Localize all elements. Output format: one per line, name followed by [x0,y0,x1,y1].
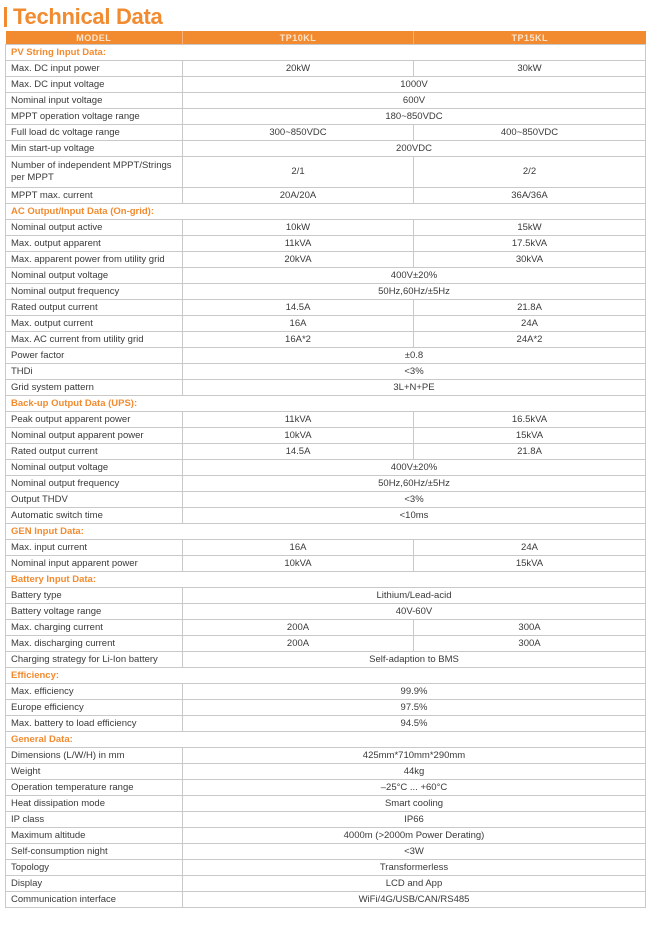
row-label: Max. efficiency [6,684,183,700]
row-value-tp15kl: 15kW [414,220,646,236]
table-row [6,860,646,876]
row-label: Max. input current [6,540,183,556]
table-row [6,236,646,252]
row-label: Max. battery to load efficiency [6,716,183,732]
row-label: Communication interface [6,892,183,908]
table-row [6,492,646,508]
row-value-tp10kl: 2/1 [183,157,414,188]
row-value-shared: 3L+N+PE [183,380,646,396]
table-row [6,316,646,332]
section-title: GEN Input Data: [6,524,646,540]
row-label: Nominal output apparent power [6,428,183,444]
row-value-tp15kl: 400~850VDC [414,125,646,141]
section-header-row [6,572,646,588]
table-row [6,652,646,668]
row-label: Weight [6,764,183,780]
section-header-row [6,204,646,220]
table-row [6,812,646,828]
table-row [6,141,646,157]
row-label: Max. discharging current [6,636,183,652]
row-value-shared: <3W [183,844,646,860]
section-header-row [6,668,646,684]
row-label: Display [6,876,183,892]
row-label: Charging strategy for Li-Ion battery [6,652,183,668]
row-value-shared: WiFi/4G/USB/CAN/RS485 [183,892,646,908]
title-accent-bar [4,7,7,27]
row-value-tp15kl: 24A [414,316,646,332]
section-title: General Data: [6,732,646,748]
row-value-shared: <3% [183,492,646,508]
row-label: Max. AC current from utility grid [6,332,183,348]
row-label: Nominal output voltage [6,460,183,476]
table-row [6,828,646,844]
row-value-shared: 99.9% [183,684,646,700]
row-label: Max. charging current [6,620,183,636]
row-value-tp10kl: 11kVA [183,412,414,428]
row-value-shared: LCD and App [183,876,646,892]
row-value-tp10kl: 300~850VDC [183,125,414,141]
table-row [6,364,646,380]
row-value-shared: Smart cooling [183,796,646,812]
row-label: Heat dissipation mode [6,796,183,812]
row-value-shared: –25°C ... +60°C [183,780,646,796]
table-row [6,332,646,348]
table-row [6,892,646,908]
table-row [6,252,646,268]
row-value-tp10kl: 10kW [183,220,414,236]
row-value-shared: Transformerless [183,860,646,876]
row-value-tp15kl: 24A [414,540,646,556]
row-label: Min start-up voltage [6,141,183,157]
table-row [6,748,646,764]
row-value-shared: 1000V [183,77,646,93]
row-value-tp10kl: 11kVA [183,236,414,252]
section-header-row [6,732,646,748]
row-value-tp15kl: 300A [414,620,646,636]
table-row [6,93,646,109]
page-title [4,4,162,30]
row-label: Battery type [6,588,183,604]
row-value-shared: ±0.8 [183,348,646,364]
row-label: MPPT operation voltage range [6,109,183,125]
row-label: IP class [6,812,183,828]
row-value-shared: Self-adaption to BMS [183,652,646,668]
table-row [6,476,646,492]
row-value-tp15kl: 15kVA [414,556,646,572]
table-row [6,380,646,396]
header-tp15kl: TP15KL [414,31,646,45]
table-row [6,700,646,716]
row-value-shared: 50Hz,60Hz/±5Hz [183,476,646,492]
title-text: Technical Data [13,4,163,29]
row-value-tp10kl: 200A [183,636,414,652]
row-value-tp10kl: 200A [183,620,414,636]
row-label: Peak output apparent power [6,412,183,428]
row-value-tp15kl: 300A [414,636,646,652]
row-label: Self-consumption night [6,844,183,860]
row-label: Maximum altitude [6,828,183,844]
table-row [6,588,646,604]
row-value-shared: 600V [183,93,646,109]
header-tp10kl: TP10KL [183,31,414,45]
row-value-shared: 400V±20% [183,460,646,476]
row-value-shared: <10ms [183,508,646,524]
table-row [6,125,646,141]
row-label: THDi [6,364,183,380]
section-header-row [6,524,646,540]
row-value-tp15kl: 21.8A [414,300,646,316]
table-row [6,684,646,700]
row-value-tp10kl: 20A/20A [183,188,414,204]
table-row [6,636,646,652]
row-label: Automatic switch time [6,508,183,524]
row-label: Nominal output frequency [6,284,183,300]
table-row [6,220,646,236]
row-label: MPPT max. current [6,188,183,204]
row-label: Nominal output frequency [6,476,183,492]
row-value-tp10kl: 16A [183,316,414,332]
section-title: AC Output/Input Data (On-grid): [6,204,646,220]
table-row [6,77,646,93]
row-value-shared: 50Hz,60Hz/±5Hz [183,284,646,300]
section-title: PV String Input Data: [6,45,646,61]
table-row [6,61,646,77]
table-row [6,844,646,860]
table-row [6,109,646,125]
row-value-tp10kl: 16A*2 [183,332,414,348]
row-label: Grid system pattern [6,380,183,396]
row-value-shared: 44kg [183,764,646,780]
row-label: Max. apparent power from utility grid [6,252,183,268]
row-value-shared: <3% [183,364,646,380]
row-value-shared: 200VDC [183,141,646,157]
row-label: Rated output current [6,444,183,460]
header-row [6,31,646,45]
section-title: Back-up Output Data (UPS): [6,396,646,412]
row-label: Power factor [6,348,183,364]
table-row [6,540,646,556]
section-title: Battery Input Data: [6,572,646,588]
table-row [6,428,646,444]
row-label: Nominal input voltage [6,93,183,109]
row-value-tp15kl: 2/2 [414,157,646,188]
table-row [6,876,646,892]
row-label: Max. output apparent [6,236,183,252]
row-label: Output THDV [6,492,183,508]
table-row [6,620,646,636]
table-row [6,764,646,780]
row-value-tp10kl: 10kVA [183,428,414,444]
spec-table [5,31,646,908]
table-row [6,348,646,364]
row-value-shared: 400V±20% [183,268,646,284]
row-label: Max. DC input voltage [6,77,183,93]
row-label: Topology [6,860,183,876]
table-row [6,157,646,188]
table-row [6,412,646,428]
row-label: Europe efficiency [6,700,183,716]
row-value-tp15kl: 30kVA [414,252,646,268]
row-value-shared: 97.5% [183,700,646,716]
table-row [6,780,646,796]
row-value-tp15kl: 15kVA [414,428,646,444]
row-value-tp15kl: 17.5kVA [414,236,646,252]
table-row [6,604,646,620]
spec-table-body [6,45,646,908]
row-label: Nominal input apparent power [6,556,183,572]
table-row [6,460,646,476]
row-value-tp10kl: 10kVA [183,556,414,572]
row-value-tp15kl: 21.8A [414,444,646,460]
row-value-tp15kl: 24A*2 [414,332,646,348]
row-label: Max. output current [6,316,183,332]
row-label: Dimensions (L/W/H) in mm [6,748,183,764]
row-value-shared: 40V-60V [183,604,646,620]
table-row [6,284,646,300]
table-row [6,300,646,316]
row-value-shared: 180~850VDC [183,109,646,125]
row-label: Battery voltage range [6,604,183,620]
section-header-row [6,45,646,61]
row-value-shared: 425mm*710mm*290mm [183,748,646,764]
row-value-tp15kl: 30kW [414,61,646,77]
row-label: Rated output current [6,300,183,316]
table-row [6,796,646,812]
row-value-tp10kl: 14.5A [183,444,414,460]
table-row [6,716,646,732]
row-label: Full load dc voltage range [6,125,183,141]
table-row [6,188,646,204]
row-label: Nominal output active [6,220,183,236]
row-value-tp10kl: 16A [183,540,414,556]
row-label: Nominal output voltage [6,268,183,284]
row-value-shared: 94.5% [183,716,646,732]
table-row [6,508,646,524]
header-model: MODEL [6,31,183,45]
table-row [6,556,646,572]
row-label: Max. DC input power [6,61,183,77]
row-value-tp10kl: 14.5A [183,300,414,316]
row-label: Number of independent MPPT/Strings per MPPT [6,157,183,188]
row-value-tp15kl: 36A/36A [414,188,646,204]
section-header-row [6,396,646,412]
row-value-tp15kl: 16.5kVA [414,412,646,428]
row-label: Operation temperature range [6,780,183,796]
row-value-tp10kl: 20kVA [183,252,414,268]
row-value-shared: 4000m (>2000m Power Derating) [183,828,646,844]
row-value-shared: IP66 [183,812,646,828]
section-title: Efficiency: [6,668,646,684]
table-row [6,444,646,460]
row-value-tp10kl: 20kW [183,61,414,77]
row-value-shared: Lithium/Lead-acid [183,588,646,604]
table-row [6,268,646,284]
